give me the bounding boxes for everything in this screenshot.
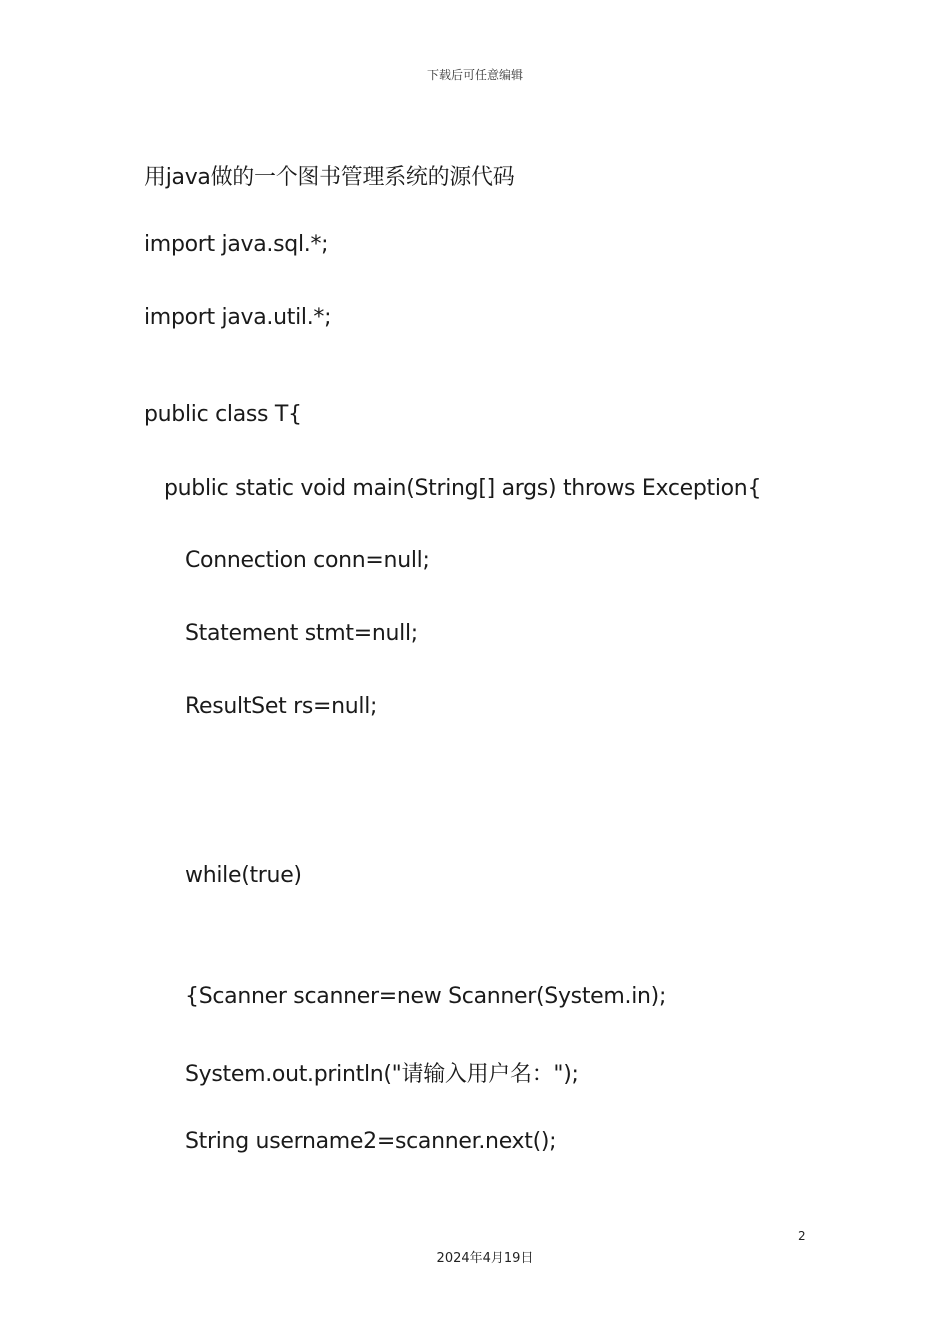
code-line-println: System.out.println("请输入用户名："); [185, 1062, 579, 1087]
code-line-class-declaration: public class T{ [144, 402, 302, 427]
code-line-while: while(true) [185, 863, 302, 888]
document-title: 用java做的一个图书管理系统的源代码 [144, 165, 515, 190]
code-line-resultset: ResultSet rs=null; [185, 694, 378, 719]
code-line-username: String username2=scanner.next(); [185, 1129, 557, 1154]
page-footer-date: 2024年4月19日 [436, 1251, 534, 1266]
code-line-main-method: public static void main(String[] args) throws Exception{ [164, 476, 762, 501]
page-header: 下载后可任意编辑 [426, 68, 523, 82]
code-line-connection: Connection conn=null; [185, 548, 430, 573]
page-number: 2 [798, 1229, 806, 1243]
code-line-scanner: {Scanner scanner=new Scanner(System.in); [185, 984, 667, 1009]
code-line-import-sql: import java.sql.*; [144, 232, 329, 257]
code-line-statement: Statement stmt=null; [185, 621, 418, 646]
code-line-import-util: import java.util.*; [144, 305, 332, 330]
